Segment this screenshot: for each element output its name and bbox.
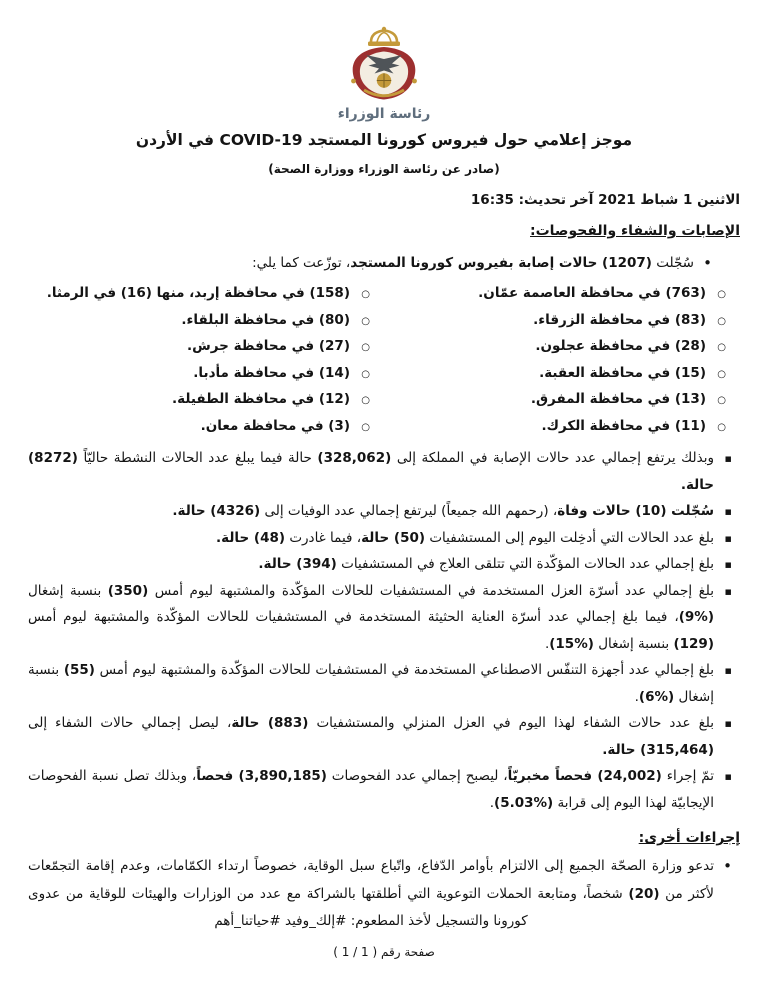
governorate-text: (83) في محافظة الزرقاء. (533, 311, 706, 328)
square-bullet-icon: ▪ (724, 664, 732, 677)
square-bullet-icon: ▪ (724, 531, 732, 545)
circle-bullet-icon: ○ (361, 368, 370, 380)
stat-text: وبذلك يرتفع إجمالي عدد حالات الإصابة في المملكة إلى (328,062) حالة فيما يبلغ عدد الحالات النشطة حاليّاً (8272) حالة. (28, 450, 714, 493)
square-bullet-icon: ▪ (724, 584, 732, 598)
date-line: الاثنين 1 شباط 2021 آخر تحديث: 16:35 (470, 192, 740, 208)
stat-text: تمّ إجراء (24,002) فحصاً مخبريّاً، ليصبح إجمالي عدد الفحوصات (3,890,185) فحصاً، وبذلك تصل نسبة الفحوصات الإيجابيّة لهذا اليوم إلى قرابة (%5.03). (28, 768, 715, 811)
stat-item (28, 525, 740, 552)
governorates-right-column (384, 280, 740, 439)
stat-item (28, 710, 740, 763)
stat-item (28, 498, 740, 525)
governorate-text: (14) في محافظة مأدبا. (193, 364, 350, 381)
governorate-item (28, 386, 384, 413)
square-bullet-icon: ▪ (724, 452, 732, 465)
circle-bullet-icon: ○ (361, 421, 370, 433)
governorate-text: (3) في محافظة معان. (200, 417, 350, 434)
governorate-item (384, 333, 740, 360)
governorate-text: (11) في محافظة الكرك. (541, 417, 706, 434)
circle-bullet-icon: ○ (361, 395, 370, 406)
circle-bullet-icon: ○ (361, 289, 370, 300)
measures-text: تدعو وزارة الصحّة الجميع إلى الالتزام بأوامر الدّفاع، واتّباع سبل الوقاية، خصوصاً ارتداء الكمّامات، وعدم إقامة التجمّعات لأكثر من (20) شخصاً، ومتابعة الحملات التوعوية التي أطلقتها بالشراكة مع عدد من الوزارات والهيئات للوقاية من عدوى كورونا والتسجيل لأخذ المطعوم: #إلك_وفيد #حياتنا_أهم (28, 858, 714, 929)
governorate-text: (28) في محافظة عجلون. (535, 338, 706, 354)
jordan-coat-of-arms-icon (328, 24, 440, 104)
stat-text: بلغ إجمالي عدد الحالات المؤكّدة التي تتلقى العلاج في المستشفيات (394) حالة. (258, 556, 714, 572)
stat-item (28, 551, 740, 578)
governorate-item (384, 360, 740, 387)
governorates-left-column (28, 280, 384, 439)
stat-text: بلغ إجمالي عدد أجهزة التنفّس الاصطناعي المستخدمة في المستشفيات للحالات المؤكّدة والمشتبهة ليوم أمس (55) بنسبة إشغال (%6). (28, 662, 715, 705)
stat-item (28, 578, 740, 658)
stat-item (28, 763, 740, 816)
stat-text: بلغ إجمالي عدد أسرّة العزل المستخدمة في المستشفيات للحالات المؤكّدة والمشتبهة ليوم أمس (350) بنسبة إشغال (%9)، فيما بلغ إجمالي عدد أسرّة العناية الحثيثة المستخدمة في المستشفيات للحالات المؤكّدة والمشتبهة ليوم أمس (129) بنسبة إشغال (%15). (28, 582, 714, 652)
document-header (28, 24, 740, 122)
square-bullet-icon: ▪ (724, 505, 732, 518)
governorate-item (28, 307, 384, 334)
circle-bullet-icon: ○ (717, 342, 726, 353)
square-bullet-icon: ▪ (724, 558, 732, 571)
page-number-footer: صفحة رقم ( 1 / 1 ) (333, 944, 435, 959)
circle-bullet-icon: ○ (717, 289, 726, 300)
governorate-item (384, 413, 740, 440)
governorate-item (28, 413, 384, 440)
circle-bullet-icon: ○ (361, 315, 370, 327)
circle-bullet-icon: ○ (717, 395, 726, 406)
disc-bullet-icon: • (703, 254, 712, 272)
circle-bullet-icon: ○ (717, 368, 726, 380)
circle-bullet-icon: ○ (717, 421, 726, 433)
governorate-text: (763) في محافظة العاصمة عمّان. (478, 285, 706, 301)
governorate-text: (13) في محافظة المفرق. (530, 391, 706, 407)
intro-text: سُجّلت (1207) حالات إصابة بفيروس كورونا المستجد، توزّعت كما يلي: (252, 255, 694, 271)
governorate-item (384, 386, 740, 413)
cases-intro-list (28, 252, 740, 274)
measures-list (28, 853, 740, 936)
document-subtitle: (صادر عن رئاسة الوزراء ووزارة الصحة) (268, 162, 500, 176)
stat-text: بلغ عدد حالات الشفاء لهذا اليوم في العزل المنزلي والمستشفيات (883) حالة، ليصل إجمالي حالات الشفاء إلى (315,464) حالة. (28, 715, 714, 758)
statistics-list (28, 445, 740, 816)
square-bullet-icon: ▪ (724, 717, 732, 730)
governorate-item (384, 280, 740, 307)
intro-bullet-item (28, 252, 740, 274)
governorate-text: (12) في محافظة الطفيلة. (172, 391, 350, 407)
circle-bullet-icon: ○ (717, 315, 726, 327)
square-bullet-icon: ▪ (724, 770, 732, 783)
section-heading-measures: إجراءات أخرى: (638, 830, 740, 846)
governorate-item (28, 280, 384, 307)
governorate-item (28, 360, 384, 387)
governorates-columns (28, 280, 740, 439)
section-heading-cases: الإصابات والشفاء والفحوصات: (530, 223, 740, 239)
circle-bullet-icon: ○ (361, 342, 370, 353)
disc-bullet-icon: • (723, 857, 732, 875)
governorate-text: (15) في محافظة العقبة. (539, 364, 706, 381)
document-title: موجز إعلامي حول فيروس كورونا المستجد COVID-19 في الأردن (135, 131, 633, 149)
governorate-text: (158) في محافظة إربد، منها (16) في الرمثا. (46, 285, 350, 301)
stat-item (28, 445, 740, 498)
measures-item (28, 853, 740, 936)
governorate-text: (80) في محافظة البلقاء. (181, 311, 350, 328)
governorate-item (28, 333, 384, 360)
stat-item (28, 657, 740, 710)
stat-text: بلغ عدد الحالات التي أدخِلت اليوم إلى المستشفيات (50) حالة، فيما غادرت (48) حالة. (216, 529, 714, 546)
emblem-caption: رئاسة الوزراء (337, 106, 431, 122)
stat-text: سُجّلت (10) حالات وفاة، (رحمهم الله جميعاً) ليرتفع إجمالي عدد الوفيات إلى (4326) حالة. (172, 503, 714, 519)
governorate-item (384, 307, 740, 334)
governorate-text: (27) في محافظة جرش. (187, 338, 350, 354)
